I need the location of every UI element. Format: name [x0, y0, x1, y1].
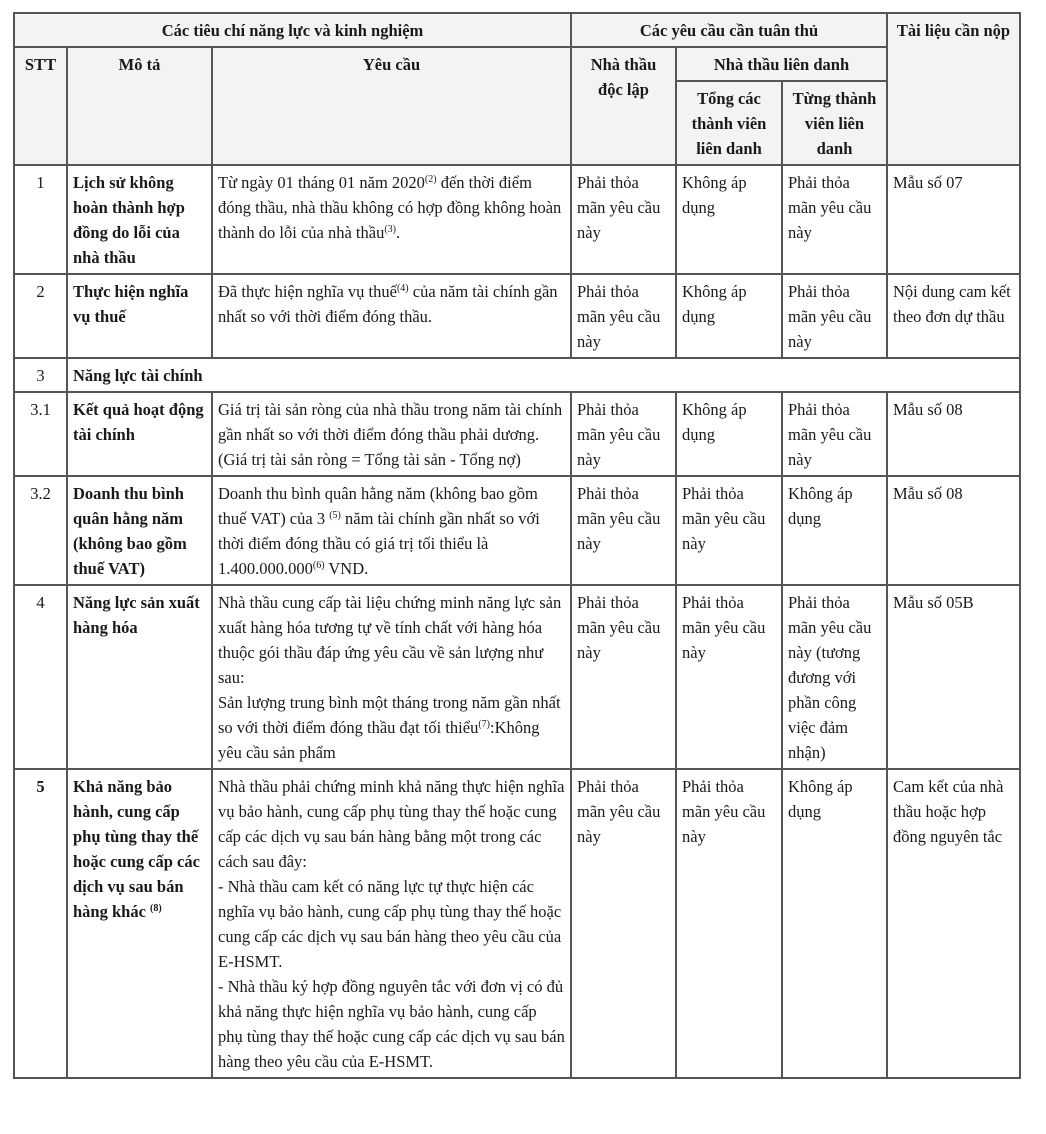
- row-stt: 1: [14, 165, 67, 274]
- row-documents: Nội dung cam kết theo đơn dự thầu: [887, 274, 1020, 358]
- criteria-table: [13, 12, 1021, 1079]
- row-jv-total: Phải thỏa mãn yêu cầu này: [676, 769, 782, 1078]
- row-requirement: Giá trị tài sản ròng của nhà thầu trong năm tài chính gần nhất so với thời điểm đóng thầu phải dương. (Giá trị tài sản ròng = Tổng tài sản - Tổng nợ): [212, 392, 571, 476]
- footnote-ref: (4): [396, 283, 409, 294]
- row-stt: 3: [14, 358, 67, 392]
- row-jv-total: Không áp dụng: [676, 274, 782, 358]
- row-stt: 3.1: [14, 392, 67, 476]
- row-independent: Phải thỏa mãn yêu cầu này: [571, 392, 676, 476]
- row-description: Doanh thu bình quân hằng năm (không bao gồm thuế VAT): [67, 476, 212, 585]
- header-independent: Nhà thầu độc lập: [571, 47, 676, 165]
- row-independent: Phải thỏa mãn yêu cầu này: [571, 165, 676, 274]
- row-jv-each: Phải thỏa mãn yêu cầu này: [782, 274, 887, 358]
- row-documents: Mẫu số 08: [887, 392, 1020, 476]
- table-row: [14, 392, 1020, 476]
- row-jv-total: Không áp dụng: [676, 165, 782, 274]
- header-jv-total: Tổng các thành viên liên danh: [676, 81, 782, 165]
- row-description: Lịch sử không hoàn thành hợp đồng do lỗi của nhà thầu: [67, 165, 212, 274]
- table-row: [14, 769, 1020, 1078]
- footnote-ref: (8): [150, 903, 162, 914]
- header-requirement: Yêu cầu: [212, 47, 571, 165]
- row-requirement: Đã thực hiện nghĩa vụ thuế$^{(4)}$ của năm tài chính gần nhất so với thời điểm đóng thầu.: [212, 274, 571, 358]
- section-title: Năng lực tài chính: [67, 358, 1020, 392]
- row-independent: Phải thỏa mãn yêu cầu này: [571, 476, 676, 585]
- row-jv-each: Phải thỏa mãn yêu cầu này: [782, 165, 887, 274]
- table-row: [14, 476, 1020, 585]
- row-stt: 4: [14, 585, 67, 769]
- row-independent: Phải thỏa mãn yêu cầu này: [571, 274, 676, 358]
- row-jv-each: Không áp dụng: [782, 769, 887, 1078]
- row-description: Kết quả hoạt động tài chính: [67, 392, 212, 476]
- header-description: Mô tả: [67, 47, 212, 165]
- row-requirement: Nhà thầu phải chứng minh khả năng thực hiện nghĩa vụ bảo hành, cung cấp phụ tùng thay thế hoặc cung cấp các dịch vụ sau bán hàng bằng một trong các cách sau đây: - Nhà thầu cam kết có năng lực tự thực hiện các nghĩa vụ bảo hành, cung cấp phụ tùng thay thế hoặc cung cấp các dịch vụ sau bán hàng theo yêu cầu của E-HSMT. - Nhà thầu ký hợp đồng nguyên tắc với đơn vị có đủ khả năng thực hiện nghĩa vụ bảo hành, cung cấp phụ tùng thay thế hoặc cung cấp các dịch vụ sau bán hàng theo yêu cầu của E-HSMT.: [212, 769, 571, 1078]
- row-jv-each: Phải thỏa mãn yêu cầu này (tương đương với phần công việc đảm nhận): [782, 585, 887, 769]
- row-requirement: Nhà thầu cung cấp tài liệu chứng minh năng lực sản xuất hàng hóa tương tự về tính chất với hàng hóa thuộc gói thầu đáp ứng yêu cầu về sản lượng như sau: Sản lượng trung bình một tháng trong năm gần nhất so với thời điểm đóng thầu đạt tối thiểu$^{(7)}$:Không yêu cầu sản phẩm: [212, 585, 571, 769]
- header-row-2: [14, 47, 1020, 81]
- table-row: [14, 274, 1020, 358]
- footnote-ref: (7): [478, 719, 491, 730]
- row-stt: 2: [14, 274, 67, 358]
- row-description: Năng lực sản xuất hàng hóa: [67, 585, 212, 769]
- header-jv-each: Từng thành viên liên danh: [782, 81, 887, 165]
- row-jv-total: Phải thỏa mãn yêu cầu này: [676, 476, 782, 585]
- row-stt: 3.2: [14, 476, 67, 585]
- row-jv-each: Phải thỏa mãn yêu cầu này: [782, 392, 887, 476]
- row-jv-each: Không áp dụng: [782, 476, 887, 585]
- row-jv-total: Không áp dụng: [676, 392, 782, 476]
- footnote-ref: (3): [384, 224, 397, 235]
- row-requirement: Từ ngày 01 tháng 01 năm 2020$^{(2)}$ đến thời điểm đóng thầu, nhà thầu không có hợp đồng không hoàn thành do lỗi của nhà thầu$^{(3)}$.: [212, 165, 571, 274]
- footnote-ref: (6): [312, 560, 325, 571]
- header-row-1: [14, 13, 1020, 47]
- row-description: Khả năng bảo hành, cung cấp phụ tùng thay thế hoặc cung cấp các dịch vụ sau bán hàng khác $^{(8)}$: [67, 769, 212, 1078]
- header-compliance-group: Các yêu cầu cần tuân thủ: [571, 13, 887, 47]
- row-documents: Mẫu số 08: [887, 476, 1020, 585]
- row-independent: Phải thỏa mãn yêu cầu này: [571, 769, 676, 1078]
- row-documents: Cam kết của nhà thầu hoặc hợp đồng nguyên tắc: [887, 769, 1020, 1078]
- header-criteria-group: Các tiêu chí năng lực và kinh nghiệm: [14, 13, 571, 47]
- row-description: Thực hiện nghĩa vụ thuế: [67, 274, 212, 358]
- row-stt: 5: [14, 769, 67, 1078]
- table-row: [14, 585, 1020, 769]
- row-documents: Mẫu số 07: [887, 165, 1020, 274]
- header-documents: Tài liệu cần nộp: [887, 13, 1020, 165]
- section-row: [14, 358, 1020, 392]
- header-stt: STT: [14, 47, 67, 165]
- footnote-ref: (2): [424, 174, 437, 185]
- footnote-ref: (5): [329, 510, 341, 521]
- row-documents: Mẫu số 05B: [887, 585, 1020, 769]
- table-row: [14, 165, 1020, 274]
- header-joint-venture: Nhà thầu liên danh: [676, 47, 887, 81]
- row-jv-total: Phải thỏa mãn yêu cầu này: [676, 585, 782, 769]
- row-requirement: Doanh thu bình quân hằng năm (không bao gồm thuế VAT) của 3 $^{(5)}$ năm tài chính gần nhất so với thời điểm đóng thầu có giá trị tối thiểu là 1.400.000.000$^{(6)}$ VND.: [212, 476, 571, 585]
- row-independent: Phải thỏa mãn yêu cầu này: [571, 585, 676, 769]
